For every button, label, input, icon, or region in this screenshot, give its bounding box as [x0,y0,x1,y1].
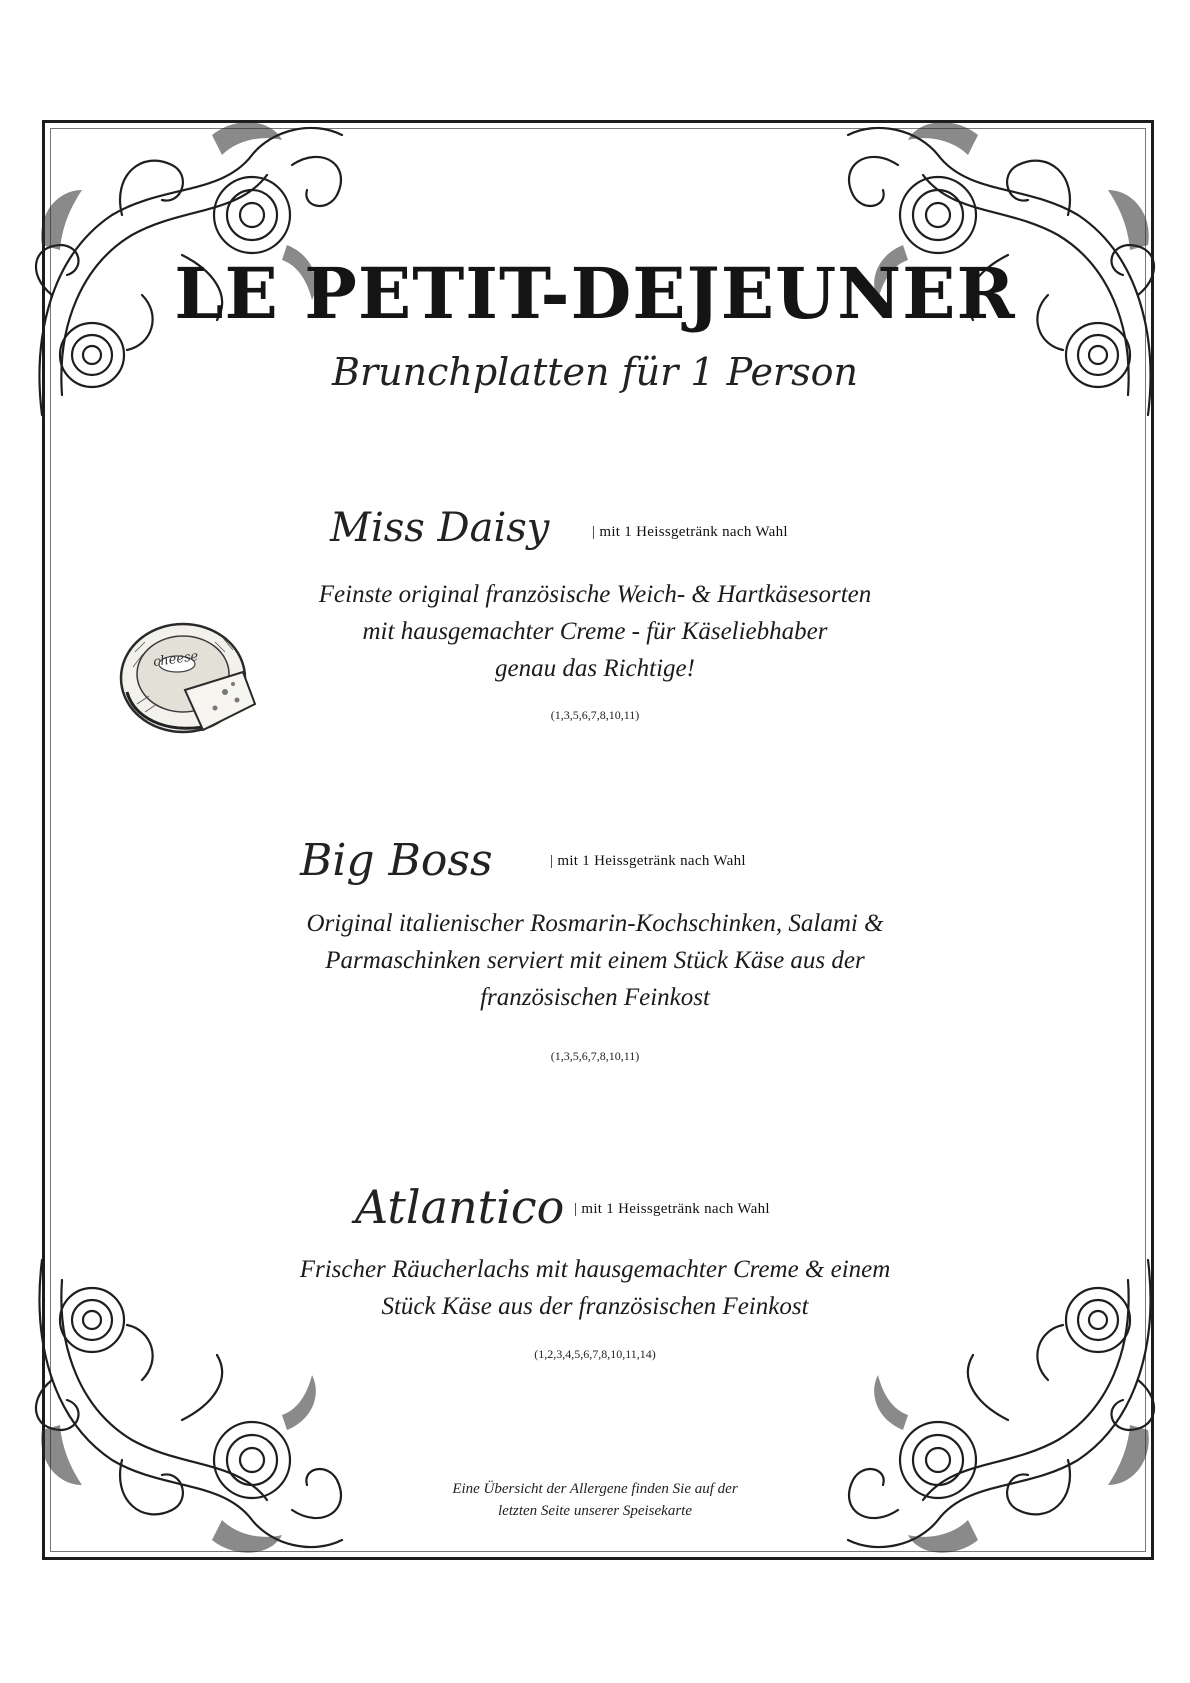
page-subtitle: Brunchplatten für 1 Person [332,350,858,394]
page-title: LE PETIT-DEJEUNER [174,252,1016,335]
description-line: Stück Käse aus der französischen Feinkost [381,1293,809,1320]
description-line: Frischer Räucherlachs mit hausgemachter Creme & einem [299,1256,891,1283]
item-description-big-boss [0,905,1190,1016]
item-name-big-boss: Big Boss [300,835,493,886]
footnote-line: letzten Seite unserer Speisekarte [498,1503,692,1519]
item-name-atlantico: Atlantico [355,1180,565,1234]
allergen-footnote [0,1478,1190,1522]
footnote-line: Eine Übersicht der Allergene finden Sie auf der [452,1481,738,1497]
description-line: französischen Feinkost [480,984,710,1011]
item-allergens-big-boss: (1,3,5,6,7,8,10,11) [550,1049,640,1063]
description-line: genau das Richtige! [495,655,695,682]
description-line: Feinste original französische Weich- & Hartkäsesorten [318,581,872,608]
item-tag-big-boss: | mit 1 Heissgetränk nach Wahl [550,853,746,869]
item-allergens-atlantico: (1,2,3,4,5,6,7,8,10,11,14) [534,1347,656,1361]
item-name-miss-daisy: Miss Daisy [330,505,550,551]
item-tag-miss-daisy: | mit 1 Heissgetränk nach Wahl [592,524,788,540]
item-description-miss-daisy [0,576,1190,687]
description-line: Parmaschinken serviert mit einem Stück Käse aus der [325,947,865,974]
description-line: mit hausgemachter Creme - für Käseliebhaber [362,618,828,645]
item-tag-atlantico: | mit 1 Heissgetränk nach Wahl [574,1201,770,1217]
item-allergens-miss-daisy: (1,3,5,6,7,8,10,11) [550,708,640,722]
description-line: Original italienischer Rosmarin-Kochschinken, Salami & [306,910,884,937]
cheese-label: cheese [152,648,200,671]
item-description-atlantico [0,1251,1190,1325]
